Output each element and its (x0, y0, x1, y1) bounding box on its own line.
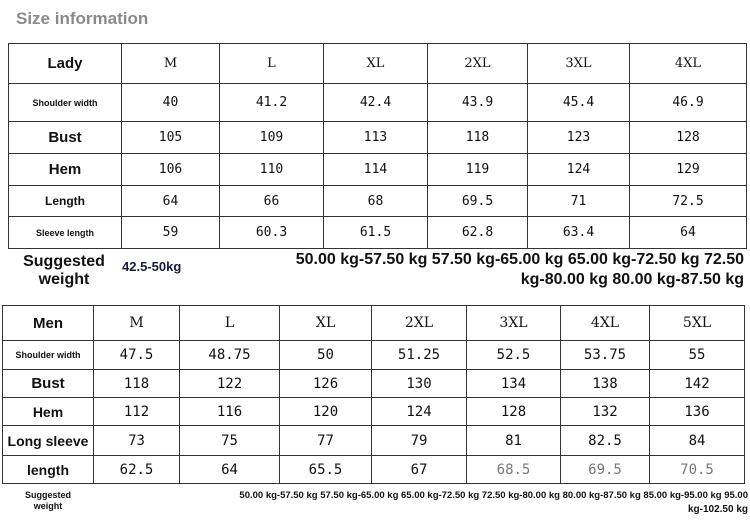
lady-size-table (8, 43, 747, 249)
row-label-shoulder-width: Shoulder width (3, 341, 94, 370)
cell: 122 (180, 370, 280, 398)
cell: 64 (180, 456, 280, 484)
cell: 79 (372, 426, 467, 456)
row-label-hem: Hem (9, 154, 122, 186)
table-row (9, 154, 747, 186)
lady-size-2xl: 2XL (428, 44, 528, 84)
men-size-5xl: 5XL (650, 306, 745, 341)
cell: 72.5 (630, 186, 747, 217)
row-label-sleeve-length: Sleeve length (9, 217, 122, 249)
men-suggested-weight-line1: 50.00 kg-57.50 kg 57.50 kg-65.00 kg 65.00 kg-72.50 kg 72.50 kg-80.00 kg 80.00 kg-87.50 kg 85.00 kg-95.00 kg 95.00 (239, 490, 748, 501)
table-row (3, 398, 745, 426)
cell: 142 (650, 370, 745, 398)
row-label-hem: Hem (3, 398, 94, 426)
cell: 138 (561, 370, 650, 398)
men-size-m: M (94, 306, 180, 341)
cell: 73 (94, 426, 180, 456)
cell: 128 (630, 122, 747, 154)
cell: 126 (280, 370, 372, 398)
cell: 75 (180, 426, 280, 456)
cell: 124 (372, 398, 467, 426)
cell: 43.9 (428, 84, 528, 122)
men-size-4xl: 4XL (561, 306, 650, 341)
table-row (3, 341, 745, 370)
cell: 40 (122, 84, 220, 122)
cell: 42.4 (324, 84, 428, 122)
cell: 106 (122, 154, 220, 186)
cell: 59 (122, 217, 220, 249)
cell: 63.4 (528, 217, 630, 249)
cell: 82.5 (561, 426, 650, 456)
cell: 64 (122, 186, 220, 217)
cell: 46.9 (630, 84, 747, 122)
table-row (9, 122, 747, 154)
men-size-l: L (180, 306, 280, 341)
cell: 130 (372, 370, 467, 398)
cell: 112 (94, 398, 180, 426)
men-size-3xl: 3XL (467, 306, 561, 341)
cell: 45.4 (528, 84, 630, 122)
row-label-bust: Bust (9, 122, 122, 154)
cell: 48.75 (180, 341, 280, 370)
cell: 69.5 (428, 186, 528, 217)
cell: 52.5 (467, 341, 561, 370)
cell: 120 (280, 398, 372, 426)
cell: 105 (122, 122, 220, 154)
cell: 84 (650, 426, 745, 456)
cell: 50 (280, 341, 372, 370)
cell: 124 (528, 154, 630, 186)
cell: 81 (467, 426, 561, 456)
row-label-bust: Bust (3, 370, 94, 398)
cell: 47.5 (94, 341, 180, 370)
page-title: Size information (16, 9, 149, 28)
cell: 69.5 (561, 456, 650, 484)
lady-label: Lady (9, 44, 122, 84)
lady-size-3xl: 3XL (528, 44, 630, 84)
cell: 110 (220, 154, 324, 186)
men-suggested-weight-line2: kg-102.50 kg (687, 504, 748, 515)
cell: 41.2 (220, 84, 324, 122)
cell: 61.5 (324, 217, 428, 249)
cell: 62.5 (94, 456, 180, 484)
cell: 116 (180, 398, 280, 426)
lady-size-l: L (220, 44, 324, 84)
lady-suggested-weight-line1: 50.00 kg-57.50 kg 57.50 kg-65.00 kg 65.00 kg-72.50 kg 72.50 (295, 251, 744, 268)
men-label: Men (3, 306, 94, 341)
cell: 71 (528, 186, 630, 217)
cell: 109 (220, 122, 324, 154)
table-row (3, 426, 745, 456)
table-row (9, 186, 747, 217)
cell: 129 (630, 154, 747, 186)
cell: 132 (561, 398, 650, 426)
lady-suggested-weight-line2: kg-80.00 kg 80.00 kg-87.50 kg (520, 271, 744, 288)
row-label-length: length (3, 456, 94, 484)
cell: 55 (650, 341, 745, 370)
lady-suggested-weight-label: Suggested weight (23, 253, 105, 288)
cell: 114 (324, 154, 428, 186)
table-row (9, 217, 747, 249)
cell: 64 (630, 217, 747, 249)
table-row (3, 456, 745, 484)
cell: 70.5 (650, 456, 745, 484)
table-row (3, 370, 745, 398)
cell: 65.5 (280, 456, 372, 484)
cell: 118 (428, 122, 528, 154)
cell: 62.8 (428, 217, 528, 249)
men-size-table (2, 305, 745, 484)
cell: 119 (428, 154, 528, 186)
row-label-shoulder-width: Shoulder width (9, 84, 122, 122)
row-label-length: Length (9, 186, 122, 217)
cell: 60.3 (220, 217, 324, 249)
lady-header-row (9, 44, 747, 84)
cell: 67 (372, 456, 467, 484)
men-size-2xl: 2XL (372, 306, 467, 341)
row-label-long-sleeve: Long sleeve (3, 426, 94, 456)
cell: 68.5 (467, 456, 561, 484)
men-size-xl: XL (280, 306, 372, 341)
table-row (9, 84, 747, 122)
lady-size-xl: XL (324, 44, 428, 84)
cell: 113 (324, 122, 428, 154)
cell: 134 (467, 370, 561, 398)
cell: 53.75 (561, 341, 650, 370)
cell: 66 (220, 186, 324, 217)
cell: 123 (528, 122, 630, 154)
lady-suggested-weight-m: 42.5-50kg (122, 259, 182, 274)
lady-size-m: M (122, 44, 220, 84)
cell: 136 (650, 398, 745, 426)
cell: 118 (94, 370, 180, 398)
cell: 128 (467, 398, 561, 426)
men-suggested-weight-label: Suggested weight (24, 490, 71, 511)
cell: 77 (280, 426, 372, 456)
men-header-row (3, 306, 745, 341)
lady-size-4xl: 4XL (630, 44, 747, 84)
cell: 51.25 (372, 341, 467, 370)
cell: 68 (324, 186, 428, 217)
